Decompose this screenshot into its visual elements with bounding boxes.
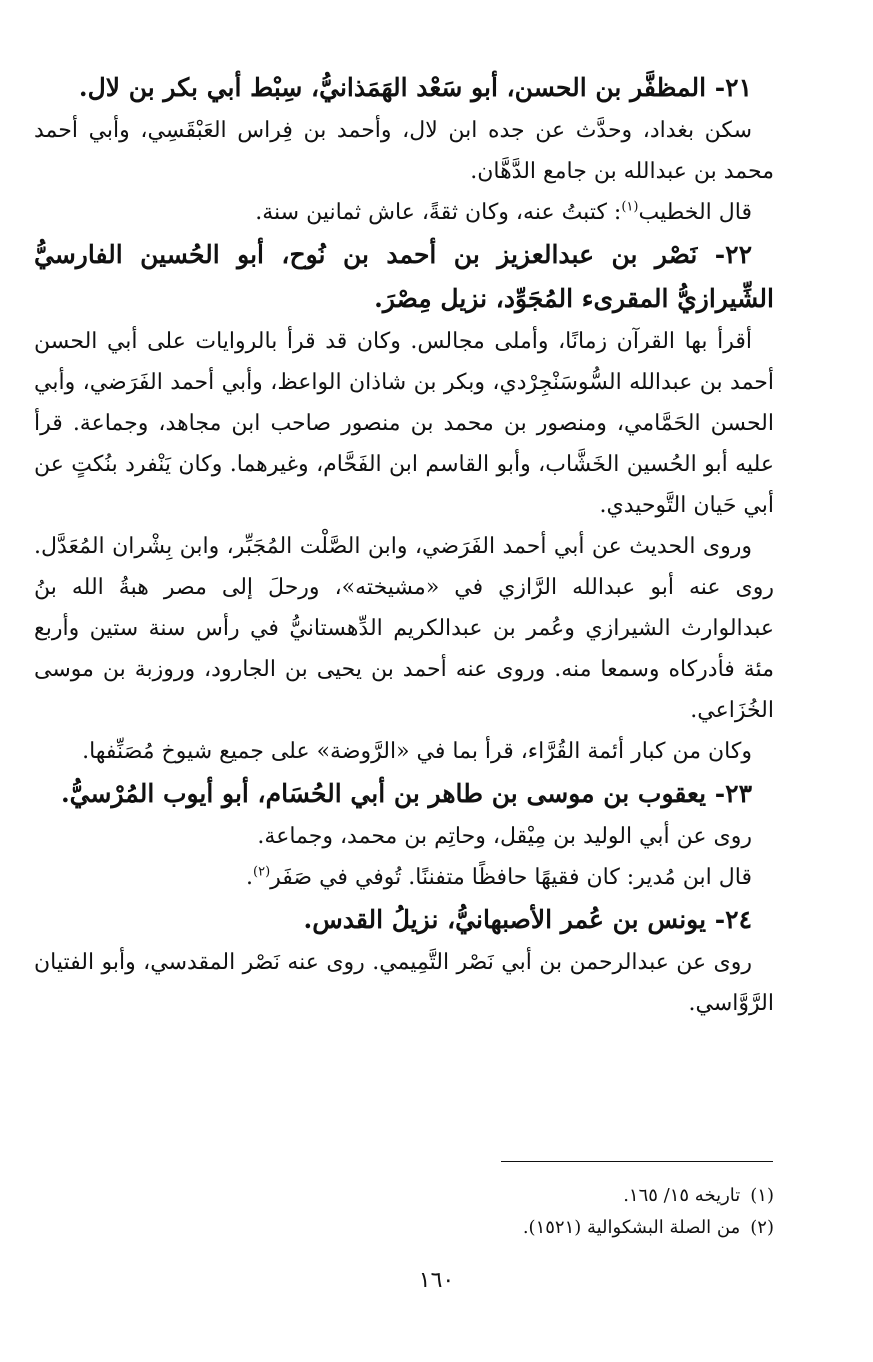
entry-paragraph: وروى الحديث عن أبي أحمد الفَرَضي، وابن الصَّلْت المُجَبِّر، وابن بِشْران المُعَدَّل. روى عنه أبو عبدالله الرَّازي في «مشيخته»، ورحلَ إلى مصر هبةُ الله بنُ عبدالوارث الشيرازي وعُمر بن عبدالكريم الدِّهستانيُّ في رأس سنة ستين وأربع مئة فأدركاه وسمعا منه. وروى عنه أحمد بن يحيى بن الجارود، وروزبة بن موسى الخُزَاعي. — [34, 534, 774, 723]
entry-paragraph: روى عن عبدالرحمن بن أبي نَصْر التَّمِيمي. روى عنه نَصْر المقدسي، وأبو الفتيان الرَّوَّاسي. — [34, 950, 774, 1016]
entry-heading-22: ٢٢- نَصْر بن عبدالعزيز بن أحمد بن نُوح، أبو الحُسين الفارسيُّ الشِّيرازيُّ المقرىء المُجَوِّد، نزيل مِصْرَ. — [34, 240, 774, 313]
footnotes — [100, 1180, 774, 1244]
footnote-text: تاريخه ١٥/ ١٦٥. — [623, 1185, 741, 1206]
mudir-lead: قال ابن مُدير: كان فقيهًا حافظًا متفننًا. تُوفي في صَفَر — [270, 865, 752, 890]
main-text — [34, 66, 774, 1024]
khatib-rest: : كتبتُ عنه، وكان ثقةً، عاش ثمانين سنة. — [255, 200, 622, 225]
entry-heading-24: ٢٤- يونس بن عُمر الأصبهانيُّ، نزيلُ القدس. — [303, 905, 752, 934]
mudir-rest: . — [246, 865, 254, 890]
footnote-divider — [501, 1161, 773, 1162]
footnote-number: (١) — [750, 1185, 774, 1206]
page-number: ١٦٠ — [418, 1268, 455, 1293]
entry-paragraph: أقرأ بها القرآن زمانًا، وأملى مجالس. وكان قد قرأ بالروايات على أبي الحسن أحمد بن عبدالله السُّوسَنْجِرْدي، وبكر بن شاذان الواعظ، وأبي أحمد الفَرَضي، وأبي الحسن الحَمَّامي، ومنصور بن محمد بن منصور صاحب ابن مجاهد، وجماعة. قرأ عليه أبو الحُسين الخَشَّاب، وأبو القاسم ابن الفَحَّام، وغيرهما. وكان يَنْفرد بنُكتٍ عن أبي حَيان التَّوحيدي. — [34, 329, 774, 518]
footnote-reference-2: (٢) — [253, 864, 271, 880]
entry-heading-21: ٢١- المظفَّر بن الحسن، أبو سَعْد الهَمَذانيُّ، سِبْط أبي بكر بن لال. — [78, 73, 752, 102]
entry-paragraph-mudir — [34, 857, 774, 898]
entry-heading-23: ٢٣- يعقوب بن موسى بن طاهر بن أبي الحُسَام، أبو أيوب المُرْسيُّ. — [60, 779, 752, 808]
footnote-item — [100, 1212, 774, 1244]
footnote-number: (٢) — [750, 1217, 774, 1238]
footnote-text: من الصلة البشكوالية (١٥٢١). — [522, 1217, 741, 1238]
footnote-reference-1: (١) — [621, 199, 639, 215]
entry-paragraph: سكن بغداد، وحدَّث عن جده ابن لال، وأحمد بن فِراس العَبْقَسِي، وأبي أحمد محمد بن عبدالله بن جامع الدَّهَّان. — [34, 118, 774, 184]
footnote-item — [100, 1180, 774, 1212]
entry-paragraph: روى عن أبي الوليد بن مِيْقل، وحاتِم بن محمد، وجماعة. — [257, 824, 752, 849]
khatib-lead: قال الخطيب — [638, 200, 752, 225]
entry-paragraph-khatib — [34, 192, 774, 233]
entry-paragraph: وكان من كبار أئمة القُرَّاء، قرأ بما في «الرَّوضة» على جميع شيوخ مُصَنِّفها. — [82, 739, 752, 764]
